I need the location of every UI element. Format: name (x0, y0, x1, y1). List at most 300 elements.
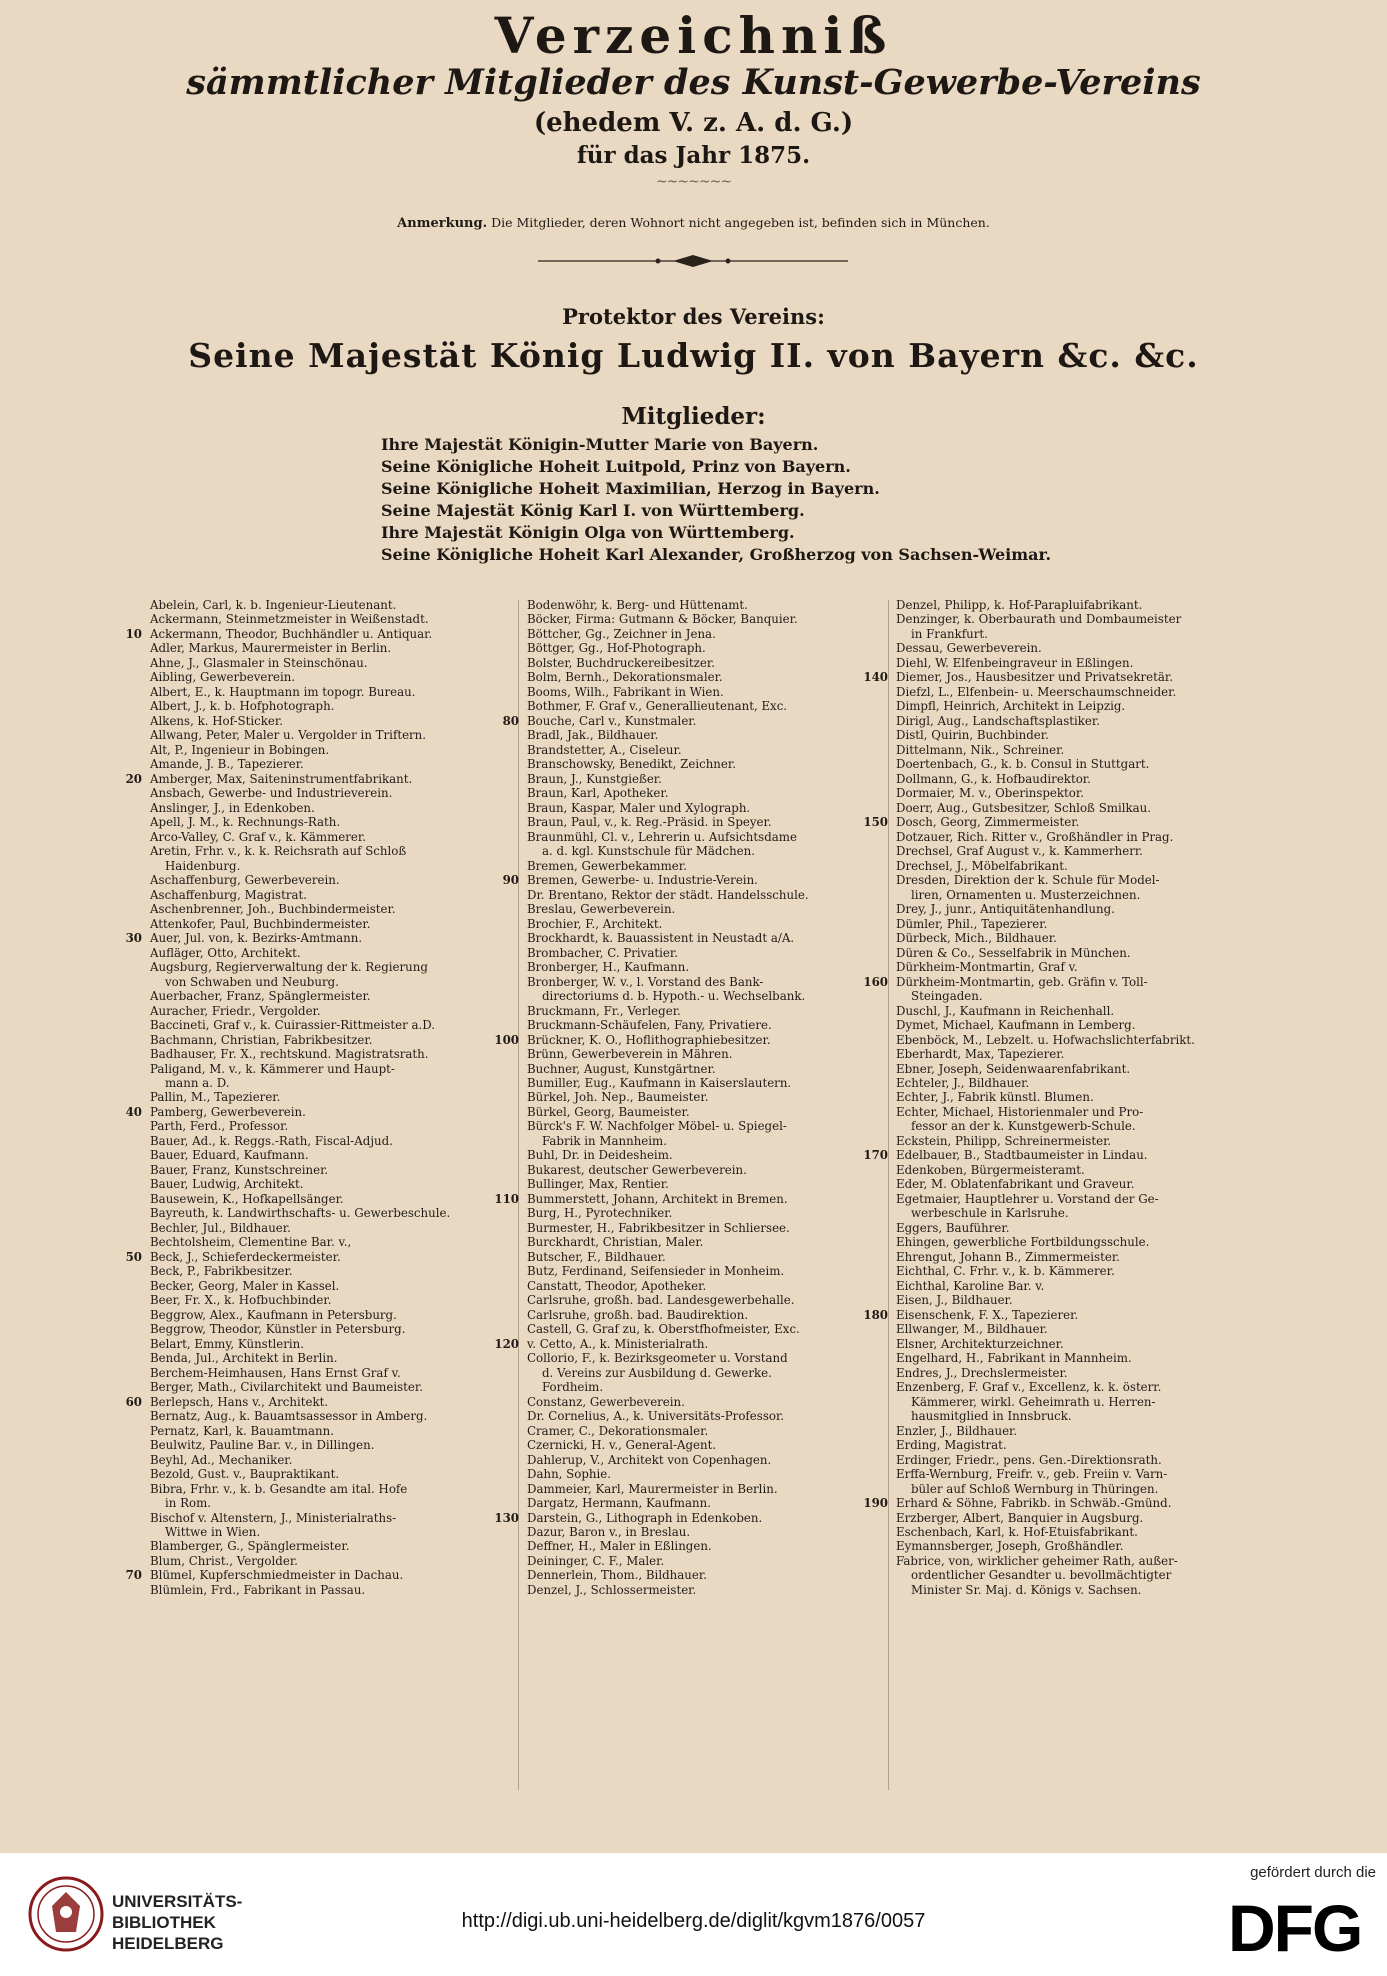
member-entry (527, 1235, 882, 1249)
entry-text: Eder, M. Oblatenfabrikant und Graveur. (896, 1177, 1135, 1192)
entry-text: Beck, P., Fabrikbesitzer. (150, 1264, 293, 1279)
member-entry (150, 859, 510, 873)
entry-text: Apell, J. M., k. Rechnungs-Rath. (150, 815, 341, 830)
member-entry (527, 1206, 882, 1220)
member-entry (527, 1395, 882, 1409)
royal-members-list (381, 434, 1081, 566)
member-entry (896, 1539, 1236, 1553)
member-entry (527, 699, 882, 713)
source-url[interactable]: http://digi.ub.uni-heidelberg.de/diglit/kgvm1876/0057 (461, 1910, 926, 1932)
entry-text: Denzel, Philipp, k. Hof-Parapluifabrikant. (896, 598, 1143, 612)
entry-text: Eberhardt, Max, Tapezierer. (896, 1047, 1065, 1062)
entry-text: Berlepsch, Hans v., Architekt. (150, 1394, 329, 1409)
member-entry (896, 1467, 1236, 1481)
entry-text: Bukarest, deutscher Gewerbeverein. (527, 1162, 747, 1177)
member-entry (150, 757, 510, 771)
royal-member: Seine Majestät König Karl I. von Württemberg. (381, 501, 805, 520)
member-entry (896, 612, 1236, 626)
entry-text: Beulwitz, Pauline Bar. v., in Dillingen. (150, 1438, 375, 1453)
entry-text: hausmitglied in Innsbruck. (896, 1409, 1072, 1424)
entry-text: Dennerlein, Thom., Bildhauer. (527, 1568, 707, 1583)
member-entry (527, 1482, 882, 1496)
member-entry (896, 888, 1236, 902)
entry-text: Diehl, W. Elfenbeingraveur in Eßlingen. (896, 655, 1134, 670)
member-entry (150, 598, 510, 612)
entry-text: Dahlerup, V., Architekt von Copenhagen. (527, 1452, 772, 1467)
member-entry (527, 946, 882, 960)
member-entry (896, 1568, 1236, 1582)
entry-text: Anslinger, J., in Edenkoben. (150, 800, 315, 815)
member-entry (527, 888, 882, 902)
entry-number: 20 (125, 771, 142, 786)
member-entry (150, 1438, 510, 1452)
member-entry (502, 873, 882, 888)
entry-text: Brombacher, C. Privatier. (527, 945, 678, 960)
royal-member: Ihre Majestät Königin-Mutter Marie von Bayern. (381, 435, 819, 454)
member-entry (896, 1409, 1236, 1423)
entry-text: Böttcher, Gg., Zeichner in Jena. (527, 626, 716, 641)
member-column-3 (863, 598, 1236, 1597)
member-entry (527, 1409, 882, 1423)
member-entry (150, 714, 510, 728)
member-entry (150, 989, 510, 1003)
entry-text: Blamberger, G., Spänglermeister. (150, 1539, 350, 1554)
entry-number: 110 (494, 1191, 519, 1206)
entry-text: Butscher, F., Bildhauer. (527, 1249, 666, 1264)
member-entry (863, 1148, 1236, 1163)
member-entry (150, 1409, 510, 1423)
member-entry (150, 1163, 510, 1177)
entry-text: Branschowsky, Benedikt, Zeichner. (527, 757, 736, 772)
entry-text: Bürkel, Georg, Baumeister. (527, 1104, 690, 1119)
entry-text: Ellwanger, M., Bildhauer. (896, 1322, 1048, 1337)
entry-number: 170 (863, 1148, 888, 1163)
member-entry (896, 1525, 1236, 1539)
member-entry (150, 1148, 510, 1162)
member-entry (527, 670, 882, 684)
entry-text: Elsner, Architekturzeichner. (896, 1336, 1064, 1351)
entry-text: Drey, J., junr., Antiquitätenhandlung. (896, 902, 1115, 917)
member-entry (896, 1105, 1236, 1119)
member-entry (527, 685, 882, 699)
member-entry (863, 974, 1236, 989)
member-entry (150, 1380, 510, 1394)
member-entry (125, 931, 510, 946)
member-entry (527, 1163, 882, 1177)
entry-text: Braun, Kaspar, Maler und Xylograph. (527, 800, 751, 815)
member-entry (896, 1163, 1236, 1177)
entry-number: 150 (863, 815, 888, 830)
member-entry (527, 1221, 882, 1235)
member-entry (150, 1482, 510, 1496)
member-entry (896, 641, 1236, 655)
entry-text: Erffa-Wernburg, Freifr. v., geb. Freiin v. Varn- (896, 1467, 1168, 1482)
member-entry (150, 1583, 510, 1597)
entry-text: Ehrengut, Johann B., Zimmermeister. (896, 1249, 1120, 1264)
member-entry (527, 1539, 882, 1553)
member-entry (527, 1134, 882, 1148)
member-entry (896, 685, 1236, 699)
member-entry (896, 656, 1236, 670)
member-entry (150, 1554, 510, 1568)
member-column-1 (125, 598, 510, 1597)
member-entry (527, 1554, 882, 1568)
member-entry (527, 728, 882, 742)
member-entry (527, 598, 882, 612)
entry-text: Beggrow, Alex., Kaufmann in Petersburg. (150, 1307, 397, 1322)
entry-text: Haidenburg. (150, 858, 241, 873)
member-entry (150, 670, 510, 684)
member-entry (896, 1293, 1236, 1307)
entry-text: Kämmerer, wirkl. Geheimrath u. Herren- (896, 1394, 1156, 1409)
member-entry (527, 931, 882, 945)
entry-text: Eisen, J., Bildhauer. (896, 1293, 1013, 1308)
entry-text: Pamberg, Gewerbeverein. (150, 1104, 306, 1119)
entry-text: Düren & Co., Sesselfabrik in München. (896, 945, 1131, 960)
member-entry (527, 1177, 882, 1191)
entry-text: Dammeier, Karl, Maurermeister in Berlin. (527, 1481, 778, 1496)
member-entry (125, 771, 510, 786)
member-entry (896, 902, 1236, 916)
entry-text: Bachmann, Christian, Fabrikbesitzer. (150, 1032, 373, 1047)
dfg-logo: DFG (1228, 1891, 1362, 1965)
entry-text: Berchem-Heimhausen, Hans Ernst Graf v. (150, 1365, 401, 1380)
member-entry (896, 859, 1236, 873)
entry-text: Dümler, Phil., Tapezierer. (896, 916, 1048, 931)
entry-text: Bullinger, Max, Rentier. (527, 1177, 669, 1192)
member-entry (896, 1004, 1236, 1018)
entry-text: Collorio, F., k. Bezirksgeometer u. Vorstand (527, 1351, 788, 1366)
entry-text: fessor an der k. Kunstgewerb-Schule. (896, 1119, 1136, 1134)
member-entry (527, 1453, 882, 1467)
entry-number: 140 (863, 670, 888, 685)
member-entry (150, 1062, 510, 1076)
entry-text: Eschenbach, Karl, k. Hof-Etuisfabrikant. (896, 1525, 1138, 1539)
entry-text: Abelein, Carl, k. b. Ingenieur-Lieutenant. (150, 598, 397, 612)
member-entry (150, 975, 510, 989)
member-entry (527, 1308, 882, 1322)
member-entry (150, 728, 510, 742)
entry-text: Erdinger, Friedr., pens. Gen.-Direktionsrath. (896, 1452, 1162, 1467)
members-heading: Mitglieder: (621, 403, 766, 430)
entry-text: Dessau, Gewerbeverein. (896, 641, 1042, 656)
entry-text: ordentlicher Gesandter u. bevollmächtigter (896, 1568, 1172, 1583)
entry-text: Alt, P., Ingenieur in Bobingen. (150, 742, 330, 757)
member-entry (150, 1496, 510, 1510)
entry-text: Bruckmann-Schäufelen, Fany, Privatiere. (527, 1018, 772, 1033)
member-entry (896, 830, 1236, 844)
former-name: (ehedem V. z. A. d. G.) (533, 108, 854, 138)
member-entry (150, 1337, 510, 1351)
member-entry (150, 1467, 510, 1481)
entry-text: Bronberger, W. v., l. Vorstand des Bank- (527, 974, 764, 989)
entry-number: 90 (502, 873, 519, 888)
member-entry (896, 931, 1236, 945)
entry-text: Steingaden. (896, 989, 983, 1004)
entry-text: mann a. D. (150, 1075, 230, 1090)
entry-text: Bradl, Jak., Bildhauer. (527, 728, 659, 743)
entry-text: Allwang, Peter, Maler u. Vergolder in Triftern. (150, 728, 427, 743)
entry-text: Beer, Fr. X., k. Hofbuchbinder. (150, 1293, 332, 1308)
member-entry (896, 1279, 1236, 1293)
entry-number: 70 (125, 1568, 142, 1583)
entry-text: Brandstetter, A., Ciseleur. (527, 742, 682, 757)
member-entry (150, 1264, 510, 1278)
entry-text: Castell, G. Graf zu, k. Oberstfhofmeister, Exc. (527, 1322, 800, 1337)
member-entry (150, 801, 510, 815)
entry-text: Augsburg, Regierverwaltung der k. Regierung (150, 960, 428, 975)
entry-text: Czernicki, H. v., General-Agent. (527, 1438, 717, 1453)
entry-text: Carlsruhe, großh. bad. Landesgewerbehalle. (527, 1293, 795, 1308)
entry-text: Dollmann, G., k. Hofbaudirektor. (896, 771, 1091, 786)
member-entry (527, 1293, 882, 1307)
royal-member: Seine Königliche Hoheit Karl Alexander, Großherzog von Sachsen-Weimar. (381, 545, 1052, 564)
entry-text: Bauer, Eduard, Kaufmann. (150, 1148, 309, 1163)
entry-text: Bolm, Bernh., Dekorationsmaler. (527, 670, 723, 685)
member-entry (896, 844, 1236, 858)
entry-number: 50 (125, 1249, 142, 1264)
entry-text: directoriums d. b. Hypoth.- u. Wechselbank. (527, 989, 806, 1004)
entry-text: Burmester, H., Fabrikbesitzer in Schliersee. (527, 1220, 790, 1235)
entry-text: Brochier, F., Architekt. (527, 916, 663, 931)
entry-text: Ebenböck, M., Lebzelt. u. Hofwachslichterfabrikt. (896, 1032, 1195, 1047)
member-entry (527, 1525, 882, 1539)
entry-number: 130 (494, 1510, 519, 1525)
entry-text: Deininger, C. F., Maler. (527, 1553, 665, 1568)
entry-text: Beyhl, Ad., Mechaniker. (150, 1452, 293, 1467)
member-entry (896, 743, 1236, 757)
member-entry (527, 902, 882, 916)
entry-text: Diemer, Jos., Hausbesitzer und Privatsekretär. (896, 670, 1173, 685)
entry-text: Dormaier, M. v., Oberinspektor. (896, 786, 1084, 801)
royal-member: Ihre Majestät Königin Olga von Württemberg. (381, 523, 795, 542)
member-entry (150, 1134, 510, 1148)
member-entry (527, 1467, 882, 1481)
member-entry (896, 873, 1236, 887)
entry-text: Bronberger, H., Kaufmann. (527, 960, 690, 975)
member-entry (150, 830, 510, 844)
entry-text: Brockhardt, k. Bauassistent in Neustadt a/A. (527, 931, 795, 946)
entry-text: Braun, Karl, Apotheker. (527, 786, 669, 801)
member-entry (863, 670, 1236, 685)
entry-number: 180 (863, 1307, 888, 1322)
member-entry (150, 1221, 510, 1235)
member-entry (896, 1453, 1236, 1467)
member-entry (527, 1583, 882, 1597)
entry-text: Auracher, Friedr., Vergolder. (150, 1003, 321, 1018)
member-entry (494, 1336, 882, 1351)
member-entry (150, 1004, 510, 1018)
entry-text: Erzberger, Albert, Banquier in Augsburg. (896, 1510, 1144, 1525)
entry-text: Echter, J., Fabrik künstl. Blumen. (896, 1090, 1094, 1105)
funding-note: gefördert durch die (1250, 1864, 1376, 1881)
member-entry (863, 1496, 1236, 1511)
member-entry (527, 975, 882, 989)
ornamental-divider (538, 254, 848, 268)
entry-text: Aschenbrenner, Joh., Buchbindermeister. (150, 902, 396, 917)
entry-text: werbeschule in Karlsruhe. (896, 1206, 1069, 1221)
member-entry (896, 1322, 1236, 1336)
entry-text: Albert, J., k. b. Hofphotograph. (150, 699, 335, 714)
entry-text: Belart, Emmy, Künstlerin. (150, 1336, 304, 1351)
decorative-squiggle: ~~~~~~~ (655, 174, 732, 190)
entry-text: Edelbauer, B., Stadtbaumeister in Lindau. (896, 1148, 1148, 1163)
member-entry (527, 612, 882, 626)
entry-text: Blümel, Kupferschmiedmeister in Dachau. (150, 1568, 404, 1583)
member-entry (527, 656, 882, 670)
member-entry (150, 1511, 510, 1525)
entry-text: Bouche, Carl v., Kunstmaler. (527, 713, 697, 728)
entry-text: Ackermann, Steinmetzmeister in Weißenstadt. (150, 612, 429, 627)
entry-text: Drechsel, Graf August v., k. Kammerherr. (896, 844, 1143, 859)
member-entry (896, 598, 1236, 612)
member-entry (150, 1351, 510, 1365)
member-entry (896, 960, 1236, 974)
entry-text: Beck, J., Schieferdeckermeister. (150, 1249, 341, 1264)
entry-text: in Frankfurt. (896, 626, 988, 641)
entry-text: Pallin, M., Tapezierer. (150, 1090, 281, 1105)
member-entry (896, 801, 1236, 815)
protector-label: Protektor des Vereins: (562, 304, 825, 329)
entry-text: Bodenwöhr, k. Berg- und Hüttenamt. (527, 598, 748, 612)
member-entry (896, 1554, 1236, 1568)
entry-text: Berger, Math., Civilarchitekt und Baumeister. (150, 1380, 423, 1395)
entry-number: 60 (125, 1394, 142, 1409)
member-entry (150, 1119, 510, 1133)
entry-text: Böcker, Firma: Gutmann & Böcker, Banquier. (527, 612, 798, 627)
entry-text: Denzel, J., Schlossermeister. (527, 1582, 697, 1597)
member-entry (150, 1539, 510, 1553)
member-entry (896, 1380, 1236, 1394)
column-divider (888, 600, 889, 1790)
member-entry (527, 815, 882, 829)
member-entry (150, 1453, 510, 1467)
member-entry (896, 1221, 1236, 1235)
entry-text: Bürck's F. W. Nachfolger Möbel- u. Spiegel- (527, 1119, 787, 1134)
entry-number: 160 (863, 974, 888, 989)
entry-text: Wittwe in Wien. (150, 1525, 261, 1539)
member-entry (896, 1090, 1236, 1104)
member-entry (150, 917, 510, 931)
member-entry (150, 1424, 510, 1438)
entry-text: Doerr, Aug., Gutsbesitzer, Schloß Smilkau. (896, 800, 1152, 815)
entry-text: Bremen, Gewerbe- u. Industrie-Verein. (527, 873, 758, 888)
entry-text: Fordheim. (527, 1380, 604, 1395)
entry-text: Dittelmann, Nik., Schreiner. (896, 742, 1065, 757)
member-entry (896, 772, 1236, 786)
entry-text: Bummerstett, Johann, Architekt in Bremen. (527, 1191, 788, 1206)
royal-member: Seine Königliche Hoheit Luitpold, Prinz von Bayern. (381, 457, 851, 476)
member-entry (863, 1307, 1236, 1322)
entry-text: Bayreuth, k. Landwirthschafts- u. Gewerbeschule. (150, 1206, 451, 1221)
entry-text: Beggrow, Theodor, Künstler in Petersburg. (150, 1322, 406, 1337)
entry-text: Bausewein, K., Hofkapellsänger. (150, 1191, 344, 1206)
member-entry (896, 946, 1236, 960)
entry-text: Eggers, Bauführer. (896, 1220, 1010, 1235)
member-entry (527, 1424, 882, 1438)
member-entry (896, 1250, 1236, 1264)
entry-text: Brückner, K. O., Hoflithographiebesitzer. (527, 1032, 771, 1047)
member-entry (150, 1525, 510, 1539)
entry-text: Dr. Brentano, Rektor der städt. Handelsschule. (527, 887, 809, 902)
entry-text: Engelhard, H., Fabrikant in Mannheim. (896, 1351, 1132, 1366)
page-title: Verzeichniß (494, 6, 893, 65)
member-entry (494, 1510, 882, 1525)
member-entry (125, 1249, 510, 1264)
entry-text: Aufläger, Otto, Architekt. (150, 945, 301, 960)
member-entry (896, 1337, 1236, 1351)
member-entry (150, 1192, 510, 1206)
entry-text: Albert, E., k. Hauptmann im topogr. Bureau. (150, 684, 416, 699)
entry-text: Dargatz, Hermann, Kaufmann. (527, 1496, 711, 1511)
year-line: für das Jahr 1875. (576, 142, 811, 169)
entry-text: Bauer, Ad., k. Reggs.-Rath, Fiscal-Adjud. (150, 1133, 393, 1148)
entry-text: Dosch, Georg, Zimmermeister. (896, 815, 1080, 830)
entry-text: liren, Ornamenten u. Musterzeichnen. (896, 887, 1141, 902)
member-entry (527, 1438, 882, 1452)
member-entry (150, 656, 510, 670)
entry-text: Bernatz, Aug., k. Bauamtsassessor in Amberg. (150, 1409, 428, 1424)
entry-text: Bürkel, Joh. Nep., Baumeister. (527, 1090, 709, 1105)
member-entry (896, 786, 1236, 800)
entry-text: Eymannsberger, Joseph, Großhändler. (896, 1539, 1124, 1554)
entry-number: 190 (863, 1496, 888, 1511)
member-entry (896, 1351, 1236, 1365)
entry-text: Bothmer, F. Graf v., Generallieutenant, Exc. (527, 699, 788, 714)
member-entry (896, 1119, 1236, 1133)
member-entry (150, 699, 510, 713)
entry-text: Eichthal, C. Frhr. v., k. b. Kämmerer. (896, 1264, 1115, 1279)
entry-text: Distl, Quirin, Buchbinder. (896, 728, 1049, 743)
annotation-note (0, 215, 1387, 231)
member-entry (896, 1018, 1236, 1032)
member-entry (896, 917, 1236, 931)
member-entry (527, 1322, 882, 1336)
member-entry (527, 1062, 882, 1076)
entry-text: Canstatt, Theodor, Apotheker. (527, 1278, 707, 1293)
member-entry (527, 859, 882, 873)
entry-text: Minister Sr. Maj. d. Königs v. Sachsen. (896, 1582, 1142, 1597)
entry-text: Pernatz, Karl, k. Bauamtmann. (150, 1423, 334, 1438)
entry-text: von Schwaben und Neuburg. (150, 974, 339, 989)
entry-text: Amande, J. B., Tapezierer. (150, 757, 304, 772)
member-entry (150, 1322, 510, 1336)
member-entry (527, 757, 882, 771)
member-entry (150, 960, 510, 974)
entry-number: 40 (125, 1104, 142, 1119)
member-entry (896, 1235, 1236, 1249)
entry-text: v. Cetto, A., k. Ministerialrath. (527, 1336, 709, 1351)
member-entry (896, 1395, 1236, 1409)
entry-text: Ansbach, Gewerbe- und Industrieverein. (150, 786, 393, 801)
entry-text: Arco-Valley, C. Graf v., k. Kämmerer. (150, 829, 366, 844)
entry-text: Dr. Cornelius, A., k. Universitäts-Professor. (527, 1409, 785, 1424)
member-entry (125, 1394, 510, 1409)
protector-name: Seine Majestät König Ludwig II. von Bayern &c. &c. (188, 336, 1199, 375)
member-entry (150, 1235, 510, 1249)
member-entry (150, 641, 510, 655)
member-entry (527, 989, 882, 1003)
entry-text: Drechsel, J., Möbelfabrikant. (896, 858, 1068, 873)
entry-text: Enzler, J., Bildhauer. (896, 1423, 1018, 1438)
entry-text: Ebner, Joseph, Seidenwaarenfabrikant. (896, 1061, 1131, 1076)
entry-text: Attenkofer, Paul, Buchbindermeister. (150, 916, 371, 931)
page-subtitle: sämmtlicher Mitglieder des Kunst-Gewerbe-Vereins (186, 62, 1201, 103)
entry-text: Bechler, Jul., Bildhauer. (150, 1220, 291, 1235)
entry-text: Aschaffenburg, Magistrat. (150, 887, 308, 902)
entry-text: Benda, Jul., Architekt in Berlin. (150, 1351, 338, 1366)
entry-text: Breslau, Gewerbeverein. (527, 902, 676, 917)
